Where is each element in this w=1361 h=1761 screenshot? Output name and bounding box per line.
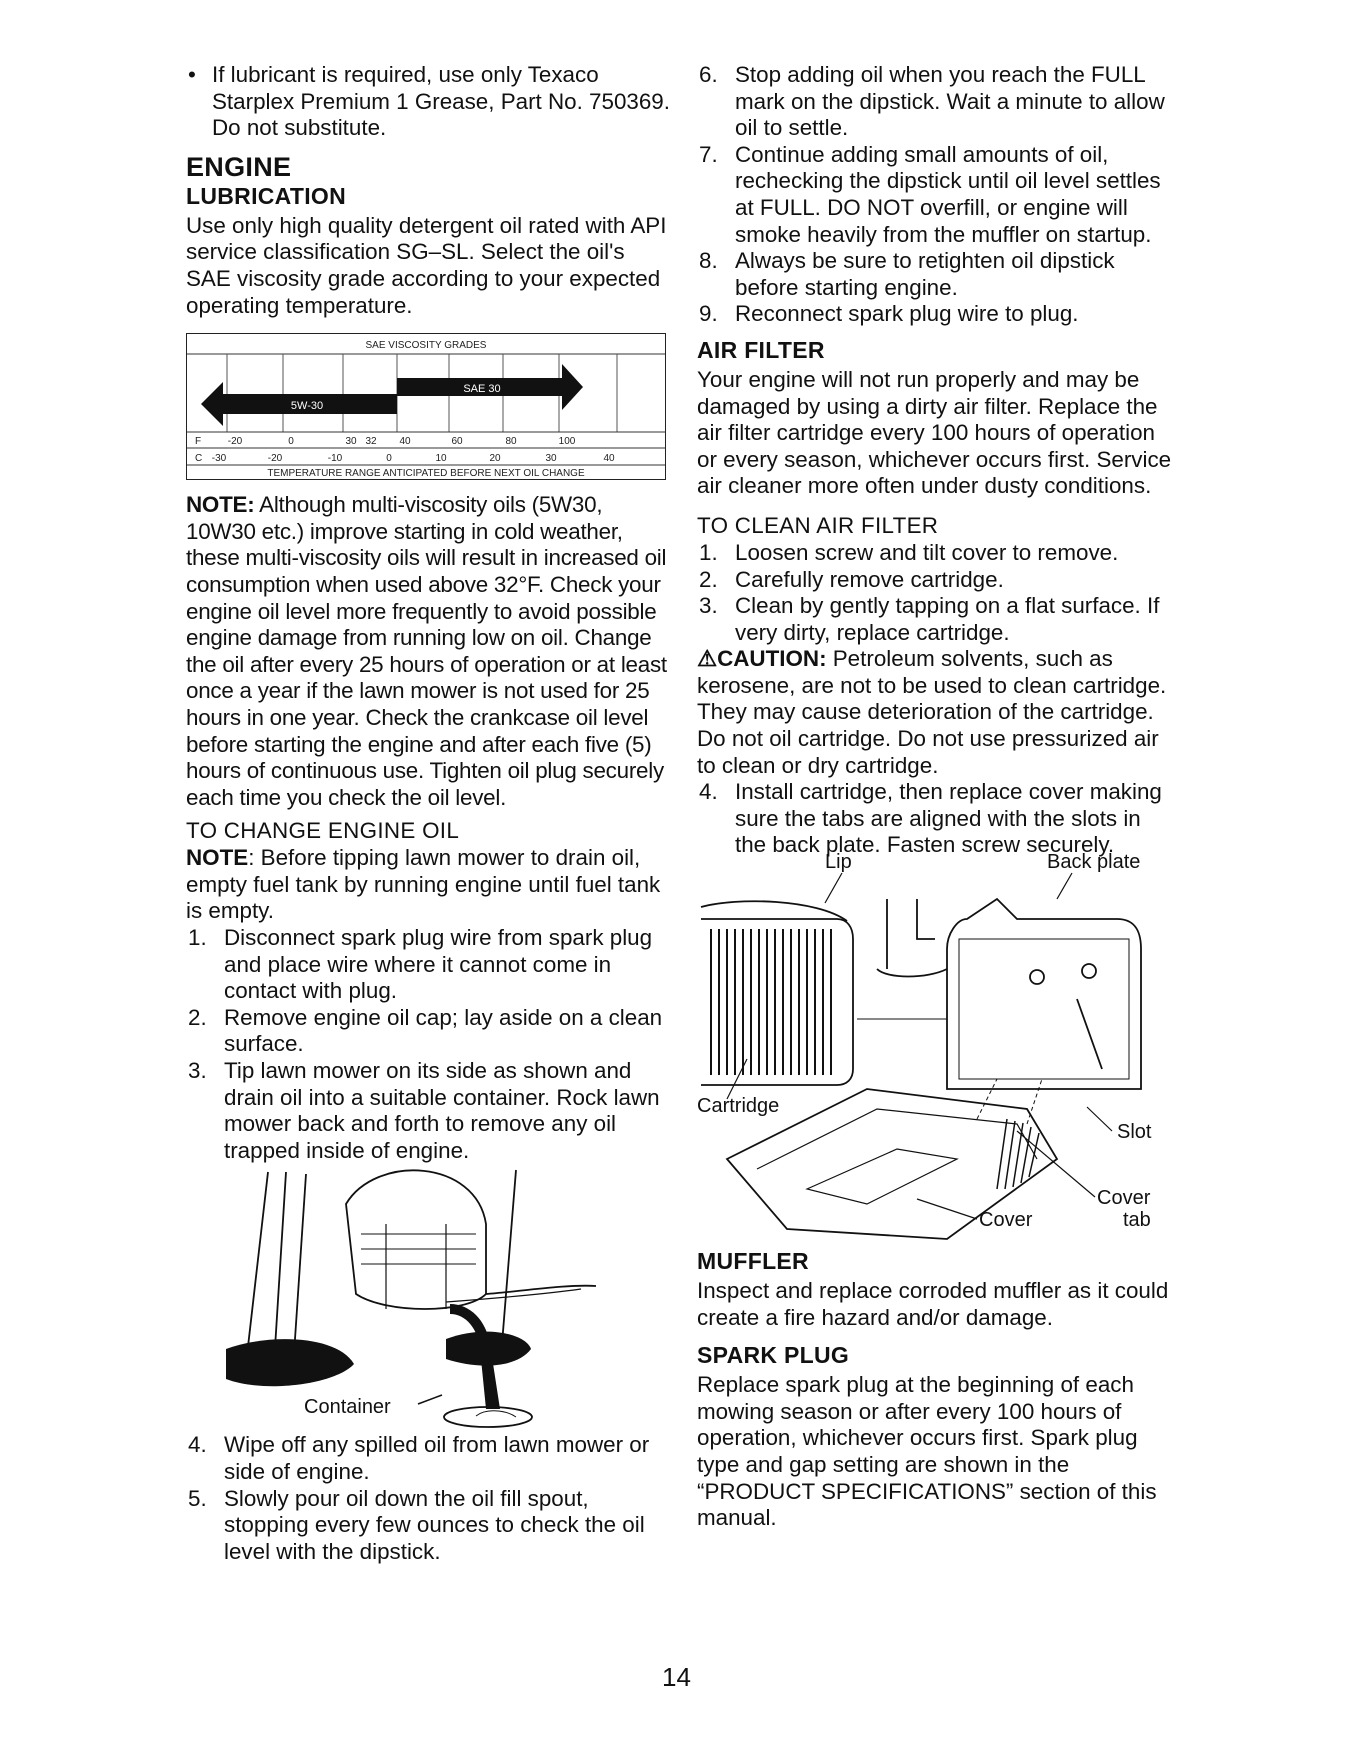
step-item <box>697 62 1177 142</box>
c-tick-label: 40 <box>603 453 615 465</box>
step-number: 5. <box>188 1485 207 1511</box>
drain-oil-illustration <box>186 1164 670 1432</box>
air-filter-heading: AIR FILTER <box>697 336 825 363</box>
step-item <box>697 142 1177 248</box>
lubrication-paragraph: Use only high quality detergent oil rated with API service classification SG–SL. Select the oil's SAE viscosity grade according to your expected operating temperature. <box>186 212 667 318</box>
step-text: Wipe off any spilled oil from lawn mower or side of engine. <box>224 1432 650 1484</box>
f-tick-label: 100 <box>558 436 576 448</box>
step-number: 7. <box>699 141 718 167</box>
step-text: Clean by gently tapping on a flat surface. If very dirty, replace cartridge. <box>735 593 1160 645</box>
cover-label: Cover <box>979 1209 1033 1232</box>
c-tick-label: 0 <box>386 453 392 465</box>
c-tick-label: -10 <box>327 453 343 465</box>
change-oil-steps-continued <box>186 1432 670 1565</box>
left-column <box>186 62 670 1565</box>
clean-air-filter-heading: TO CLEAN AIR FILTER <box>697 512 939 538</box>
step-text: Loosen screw and tilt cover to remove. <box>735 539 1119 565</box>
f-scale-label: F <box>195 436 202 448</box>
step-item <box>186 1005 670 1058</box>
f-tick-label: 80 <box>505 436 517 448</box>
caution-label: CAUTION: <box>717 646 827 672</box>
engine-heading: ENGINE <box>186 151 292 182</box>
step-text: Continue adding small amounts of oil, rechecking the dipstick until oil level settles at FULL. DO NOT overfill, or engine will smoke heavily from the muffler on startup. <box>735 141 1161 247</box>
right-column <box>697 62 1177 1532</box>
step-number: 4. <box>699 779 718 805</box>
note-label: NOTE: <box>186 492 255 518</box>
muffler-heading: MUFFLER <box>697 1248 809 1275</box>
air-filter-drawing <box>697 859 1177 1279</box>
note2-paragraph <box>186 845 670 925</box>
step-item <box>697 593 1177 646</box>
bullet-dot: • <box>188 62 196 87</box>
sae-viscosity-chart <box>186 333 666 480</box>
spark-plug-heading: SPARK PLUG <box>697 1342 850 1369</box>
step-text: Reconnect spark plug wire to plug. <box>735 301 1079 327</box>
step-number: 3. <box>188 1058 207 1084</box>
cover-tab-label-line1: Cover <box>1097 1187 1151 1210</box>
step-number: 3. <box>699 593 718 619</box>
step-text: Install cartridge, then replace cover making sure the tabs are aligned with the slots in the back plate. Fasten screw securely. <box>735 779 1162 858</box>
c-scale-label: C <box>195 453 203 465</box>
step-number: 4. <box>188 1432 207 1458</box>
spark-plug-paragraph: Replace spark plug at the beginning of each mowing season or after every 100 hours of operation, whichever occurs first. Spark plug type and gap setting are shown in the “PRODUCT SPECIFICATIONS” section of this manual. <box>697 1372 1157 1531</box>
step-item <box>697 779 1177 859</box>
cover-tab-label-line2: tab <box>1123 1209 1151 1232</box>
step-item <box>697 567 1177 594</box>
note-text: Although multi-viscosity oils (5W30, 10W30 etc.) improve starting in cold weather, these multi-viscosity oils will result in increased oil consumption when used above 32°F. Check your engine oil level more frequently to avoid possible engine damage from running low on oil. Change the oil after every 25 hours of operation or at least once a year if the lawn mower is not used for 25 hours in one year. Check the crankcase oil level before starting the engine and after each five (5) hours of continuous use. Tighten oil plug securely each time you check the oil level. <box>186 492 667 810</box>
c-tick-label: -30 <box>211 453 227 465</box>
lubricant-bullet <box>186 62 670 142</box>
c-tick-label: 10 <box>435 453 447 465</box>
grade-high-label: SAE 30 <box>463 383 501 396</box>
c-tick-label: 30 <box>545 453 557 465</box>
f-tick-label: 40 <box>399 436 411 448</box>
step-number: 2. <box>188 1004 207 1030</box>
change-oil-heading: TO CHANGE ENGINE OIL <box>186 818 460 844</box>
step-item <box>697 540 1177 567</box>
air-filter-paragraph: Your engine will not run properly and may be damaged by using a dirty air filter. Replace the air filter cartridge every 100 hours of operation or every season, whichever occurs first. Service air cleaner more often under dusty conditions. <box>697 366 1172 499</box>
mower-draining-drawing <box>186 1164 670 1432</box>
step-text: Remove engine oil cap; lay aside on a clean surface. <box>224 1004 663 1057</box>
muffler-paragraph: Inspect and replace corroded muffler as it could create a fire hazard and/or damage. <box>697 1278 1169 1330</box>
step-item <box>186 1058 670 1164</box>
f-tick-label: 0 <box>288 436 294 448</box>
step-item <box>186 1432 670 1485</box>
air-filter-diagram <box>697 851 1177 1279</box>
chart-title: SAE VISCOSITY GRADES <box>365 340 487 352</box>
viscosity-chart-graphic <box>187 334 665 479</box>
grade-low-label: 5W-30 <box>290 400 324 413</box>
f-tick-label: 60 <box>451 436 463 448</box>
step-item <box>697 248 1177 301</box>
f-tick-label: 32 <box>365 436 377 448</box>
step-number: 9. <box>699 301 718 327</box>
cartridge-label: Cartridge <box>697 1095 780 1118</box>
note2-text: : Before tipping lawn mower to drain oil, empty fuel tank by running engine until fuel tank is empty. <box>186 845 661 924</box>
page-number: 14 <box>662 1662 691 1692</box>
step-item <box>186 925 670 1005</box>
step-number: 2. <box>699 566 718 592</box>
caution-text: Petroleum solvents, such as kerosene, are not to be used to clean cartridge. They may cause deterioration of the cartridge. Do not oil cartridge. Do not use pressurized air to clean or dry cartridge. <box>697 646 1167 778</box>
step-text: Slowly pour oil down the oil fill spout, stopping every few ounces to check the oil level with the dipstick. <box>224 1485 645 1564</box>
back-plate-label: Back plate <box>1047 851 1141 874</box>
mower-wheel-left <box>226 1340 354 1387</box>
step-item <box>186 1486 670 1566</box>
lip-label: Lip <box>825 851 852 874</box>
step-text: Stop adding oil when you reach the FULL mark on the dipstick. Wait a minute to allow oil to settle. <box>735 62 1165 141</box>
step-number: 1. <box>188 925 207 951</box>
caution-warning-icon: ⚠ <box>697 646 718 672</box>
f-tick-label: -20 <box>227 436 243 448</box>
lubricant-text: If lubricant is required, use only Texaco Starplex Premium 1 Grease, Part No. 750369. Do not substitute. <box>212 62 670 141</box>
note-paragraph <box>186 492 670 811</box>
step-text: Disconnect spark plug wire from spark plug and place wire where it cannot come in contact with plug. <box>224 925 653 1004</box>
c-tick-label: 20 <box>489 453 501 465</box>
step-text: Carefully remove cartridge. <box>735 566 1004 592</box>
step-item <box>697 301 1177 328</box>
step-text: Tip lawn mower on its side as shown and drain oil into a suitable container. Rock lawn mower back and forth to remove any oil trapped inside of engine. <box>224 1058 660 1163</box>
caution-paragraph <box>697 646 1177 779</box>
clean-air-filter-steps <box>697 540 1177 646</box>
oil-fill-steps <box>697 62 1177 328</box>
step-text: Always be sure to retighten oil dipstick before starting engine. <box>735 248 1115 300</box>
note2-label: NOTE <box>186 845 249 871</box>
container-label: Container <box>304 1396 391 1419</box>
change-oil-steps <box>186 925 670 1164</box>
chart-footer: TEMPERATURE RANGE ANTICIPATED BEFORE NEXT OIL CHANGE <box>267 468 585 480</box>
step-number: 6. <box>699 62 718 87</box>
c-tick-label: -20 <box>267 453 283 465</box>
step-number: 8. <box>699 248 718 274</box>
lubrication-heading: LUBRICATION <box>186 182 347 209</box>
step-number: 1. <box>699 539 718 565</box>
slot-label: Slot <box>1117 1121 1152 1144</box>
mower-wheel-right <box>446 1332 531 1366</box>
f-tick-label: 30 <box>345 436 357 448</box>
